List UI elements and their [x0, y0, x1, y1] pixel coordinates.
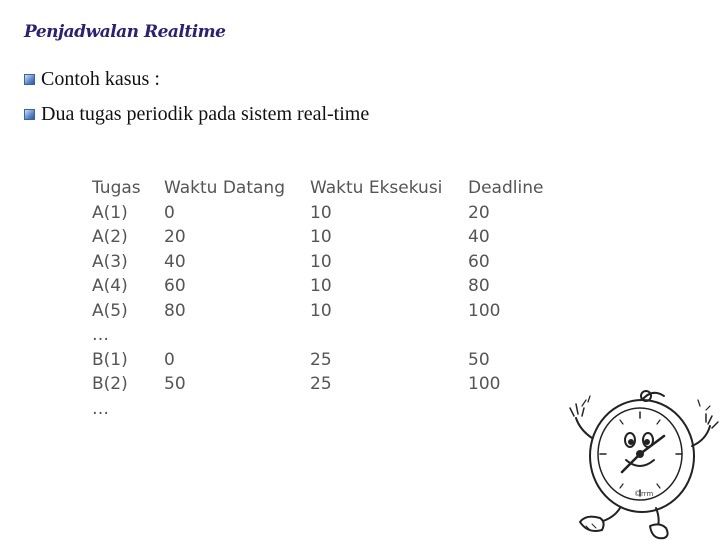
- bullet-item: [24, 103, 369, 126]
- table-cell: A(1): [92, 202, 128, 223]
- table-cell: [310, 397, 468, 422]
- table-cell: [310, 323, 468, 348]
- table-row: [88, 323, 558, 348]
- table-cell: 10: [310, 227, 332, 247]
- table-cell: …: [92, 325, 109, 345]
- table-cell: [468, 323, 558, 348]
- table-row: [88, 250, 558, 275]
- table-cell: 40: [164, 251, 186, 272]
- column-header: Waktu Datang: [164, 178, 285, 198]
- table-cell: 25: [310, 374, 332, 394]
- table-cell: 20: [164, 227, 186, 247]
- table-cell: A(4): [92, 276, 128, 296]
- schedule-table: [88, 176, 558, 421]
- table-cell: 0: [164, 349, 175, 370]
- bullet-text: Dua tugas periodik pada sistem real-time: [41, 103, 370, 125]
- table-cell: 10: [310, 300, 332, 321]
- running-clock-icon: [560, 376, 720, 540]
- table-row: [88, 201, 558, 226]
- clipart-signature: ©rrm: [634, 490, 654, 498]
- table-row: [88, 372, 558, 397]
- square-bullet-icon: [24, 109, 35, 120]
- table-row: [88, 299, 558, 324]
- table-cell: 60: [164, 276, 186, 296]
- column-header: Deadline: [468, 178, 544, 198]
- table-cell: A(2): [92, 227, 128, 247]
- table-cell: 80: [164, 300, 186, 321]
- table-cell: B(1): [92, 349, 128, 370]
- table-cell: 100: [468, 300, 501, 321]
- table-cell: 40: [468, 227, 490, 247]
- table-cell: 80: [468, 276, 490, 296]
- table-row: [88, 397, 558, 422]
- table-cell: A(3): [92, 251, 128, 272]
- table-cell: [164, 323, 310, 348]
- bullet-text: Contoh kasus :: [41, 68, 160, 90]
- table-cell: [164, 397, 310, 422]
- table-row: [88, 348, 558, 373]
- table-cell: 25: [310, 349, 332, 370]
- table-cell: 10: [310, 276, 332, 296]
- table-cell: …: [92, 398, 109, 419]
- table-header-row: [88, 176, 558, 201]
- column-header: Tugas: [92, 178, 141, 198]
- table-cell: 0: [164, 202, 175, 223]
- table-cell: [468, 397, 558, 422]
- table-cell: 20: [468, 202, 490, 223]
- table-cell: 100: [468, 374, 501, 394]
- table-cell: 10: [310, 251, 332, 272]
- table-cell: 50: [164, 374, 186, 394]
- table-cell: 60: [468, 251, 490, 272]
- column-header: Waktu Eksekusi: [310, 178, 443, 198]
- table-cell: B(2): [92, 374, 128, 394]
- bullet-item: [24, 68, 369, 91]
- page-title: Penjadwalan Realtime: [24, 22, 226, 42]
- table-cell: 10: [310, 202, 332, 223]
- table-row: [88, 274, 558, 299]
- bullet-list: [24, 68, 369, 138]
- square-bullet-icon: [24, 74, 35, 85]
- table-cell: A(5): [92, 300, 128, 321]
- table-cell: 50: [468, 349, 490, 370]
- table-row: [88, 225, 558, 250]
